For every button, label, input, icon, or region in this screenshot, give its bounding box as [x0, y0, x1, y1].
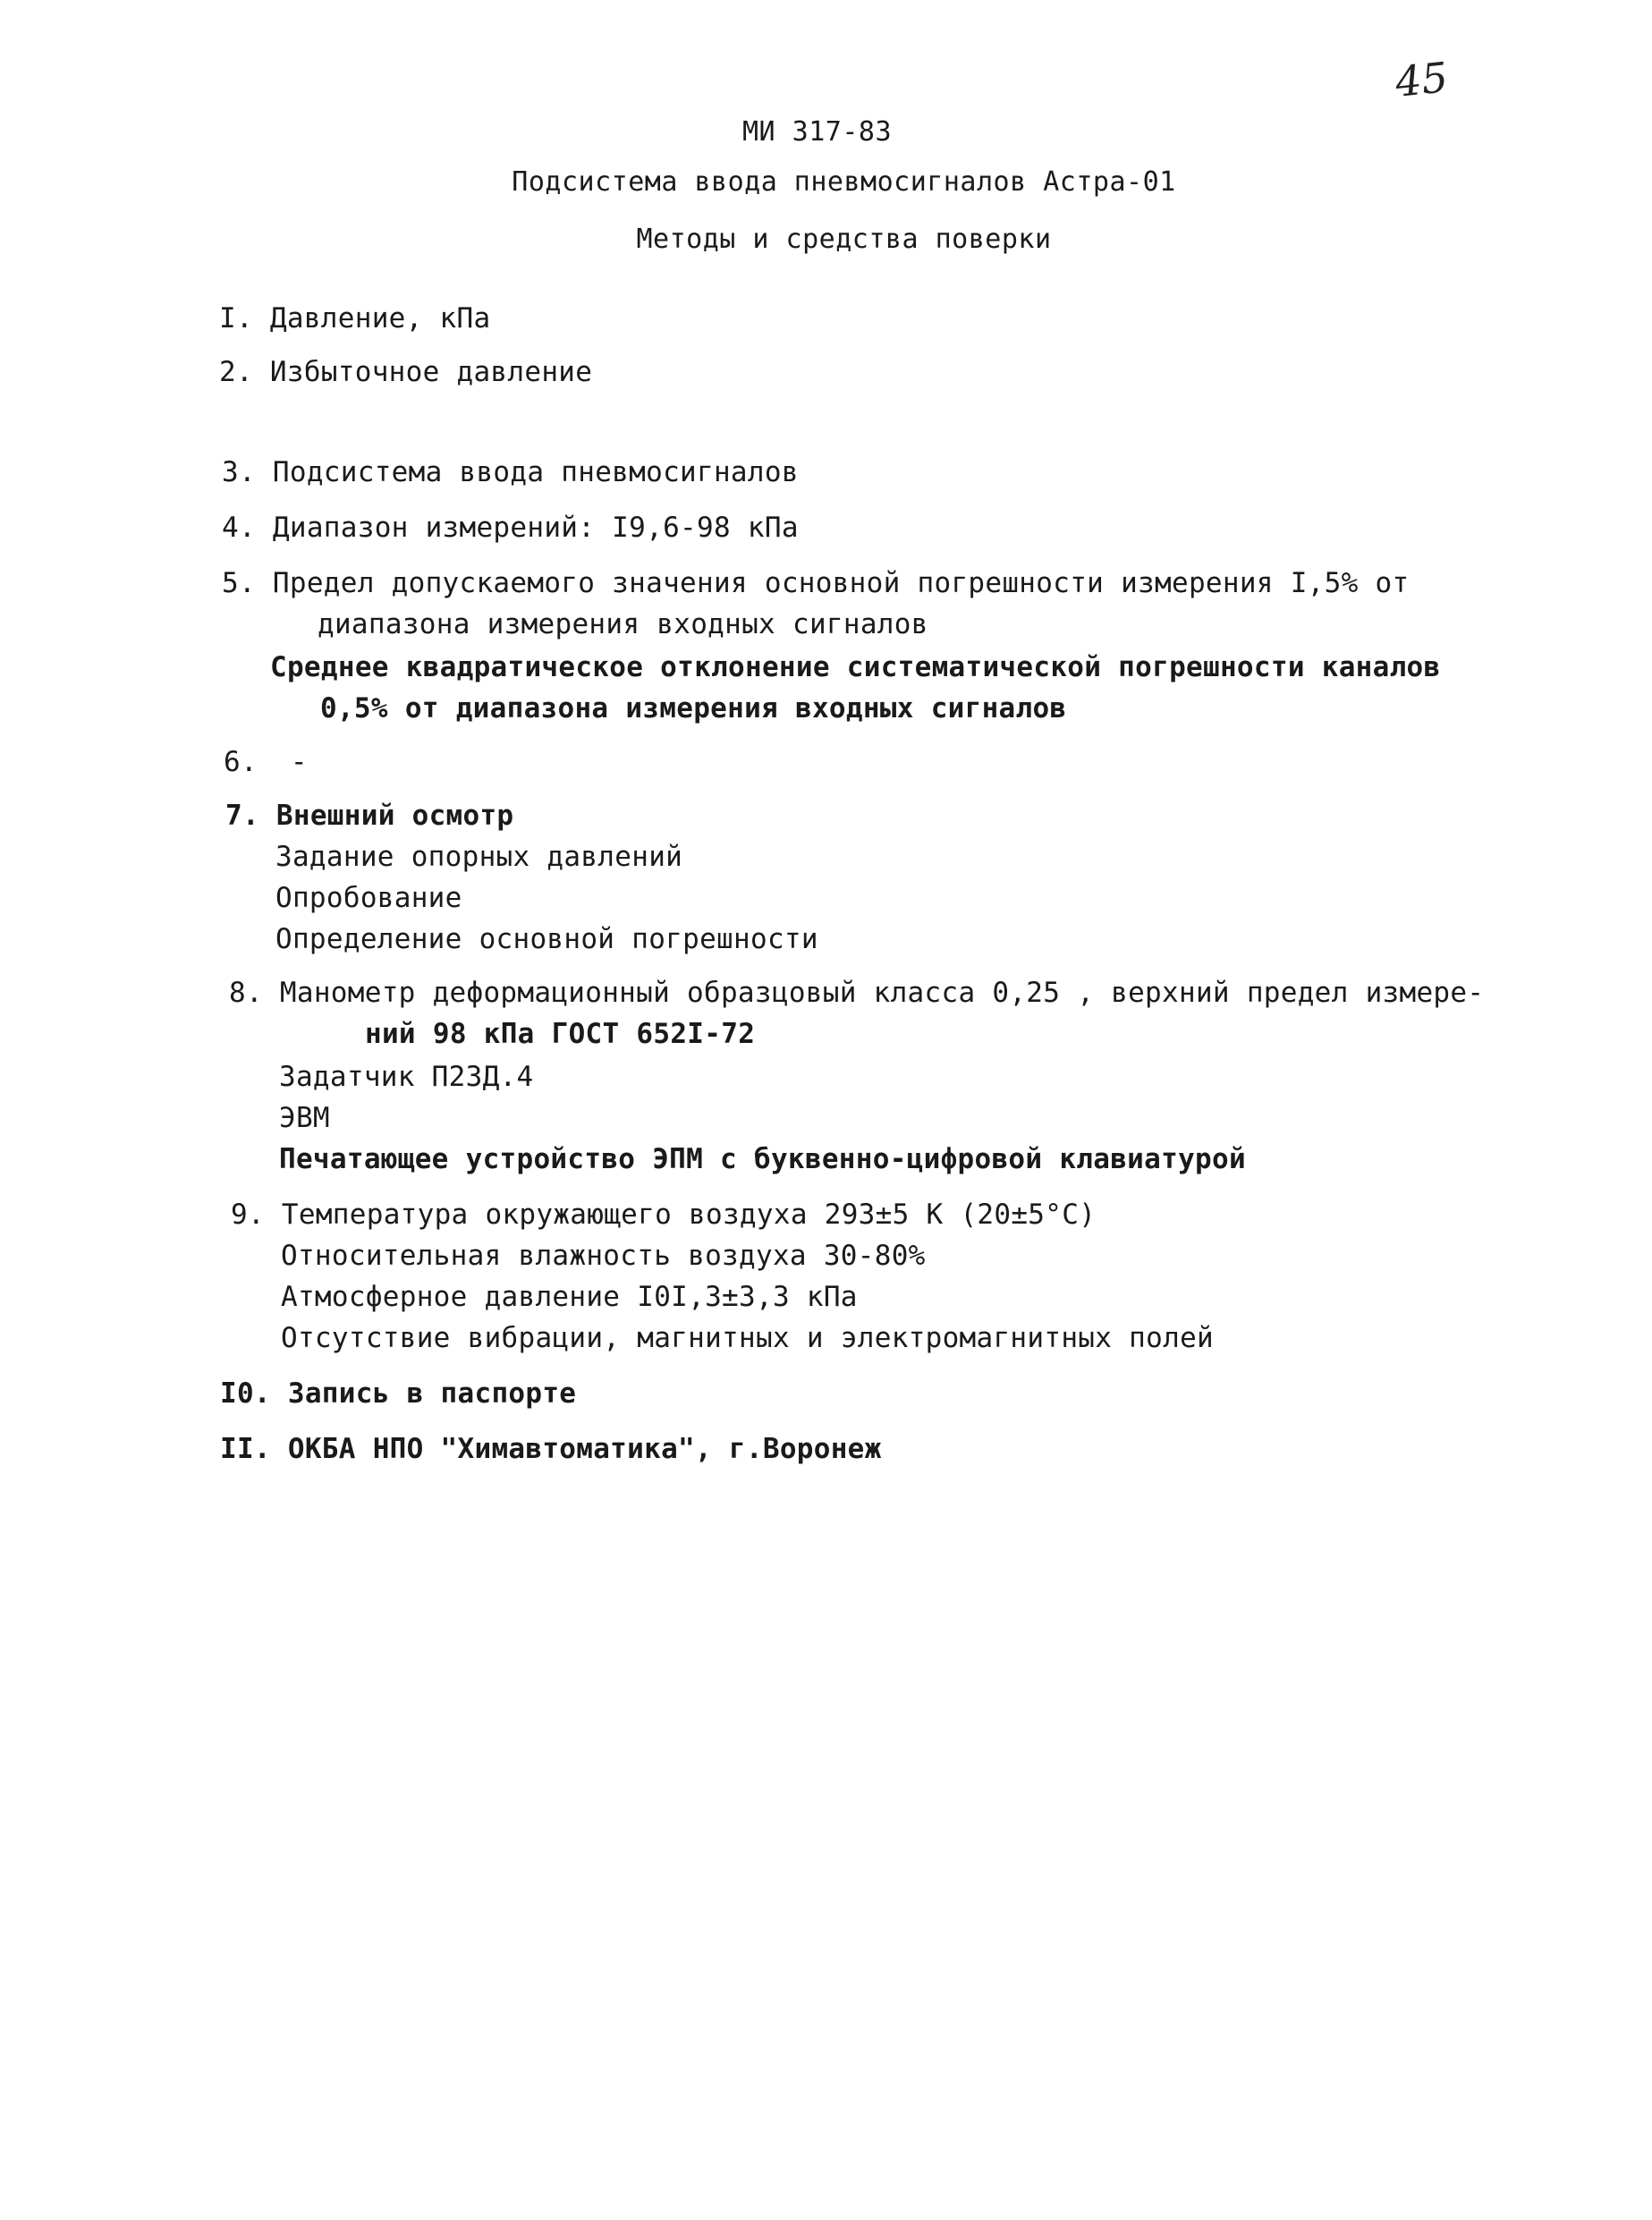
- item-6-text: -: [290, 746, 308, 778]
- item-9-line-3: Атмосферное давление I0I,3±3,3 кПа: [281, 1281, 858, 1313]
- item-11-number: II.: [220, 1433, 271, 1465]
- item-9-text: Температура окружающего воздуха 293±5 К (20±5°С): [281, 1199, 1097, 1231]
- item-8: [229, 977, 1484, 1009]
- item-8-continuation: ний 98 кПа ГОСТ 652I-72: [365, 1018, 756, 1050]
- item-5-continuation-1: диапазона измерения входных сигналов: [318, 608, 928, 640]
- item-6: [224, 746, 308, 778]
- item-3-text: Подсистема ввода пневмосигналов: [272, 456, 799, 488]
- item-4-number: 4.: [222, 512, 256, 544]
- item-5: [222, 567, 1409, 599]
- item-3: [222, 456, 799, 488]
- document-code: МИ 317-83: [741, 116, 893, 148]
- item-10-text: Запись в паспорте: [287, 1377, 577, 1410]
- item-5-text: Предел допускаемого значения основной погрешности измерения I,5% от: [272, 567, 1410, 599]
- document-subtitle: Методы и средства поверки: [636, 224, 1052, 255]
- item-7-line-4: Определение основной погрешности: [275, 923, 818, 955]
- item-5-line-2: Среднее квадратическое отклонение систематической погрешности каналов: [270, 651, 1441, 683]
- item-1: [219, 302, 490, 335]
- item-8-line-2: Задатчик П23Д.4: [279, 1061, 534, 1093]
- item-2: [219, 356, 592, 388]
- item-10: [220, 1377, 576, 1410]
- item-7-line-2: Задание опорных давлений: [275, 841, 683, 873]
- item-7-number: 7.: [225, 800, 259, 832]
- item-2-number: 2.: [219, 356, 253, 388]
- item-9-line-4: Отсутствие вибрации, магнитных и электромагнитных полей: [281, 1322, 1214, 1354]
- item-4-text: Диапазон измерений: I9,6-98 кПа: [272, 512, 799, 544]
- item-8-line-4: Печатающее устройство ЭПМ с буквенно-цифровой клавиатурой: [279, 1143, 1246, 1175]
- item-7-text: Внешний осмотр: [275, 800, 514, 832]
- item-9: [231, 1199, 1096, 1231]
- item-11: [220, 1433, 882, 1465]
- item-8-line-3: ЭВМ: [279, 1102, 330, 1134]
- item-2-text: Избыточное давление: [269, 356, 593, 388]
- item-1-number: I.: [219, 302, 253, 335]
- item-3-number: 3.: [222, 456, 256, 488]
- item-4: [222, 512, 799, 544]
- item-7: [225, 800, 513, 832]
- item-5-continuation-2: 0,5% от диапазона измерения входных сигналов: [320, 692, 1067, 724]
- document-title: Подсистема ввода пневмосигналов Астра-01: [512, 166, 1176, 198]
- item-1-text: Давление, кПа: [269, 302, 491, 335]
- item-9-number: 9.: [231, 1199, 265, 1231]
- item-5-number: 5.: [222, 567, 256, 599]
- page-number: 45: [1393, 53, 1451, 106]
- item-10-number: I0.: [220, 1377, 271, 1410]
- item-11-text: ОКБА НПО "Химавтоматика", г.Воронеж: [287, 1433, 882, 1465]
- item-7-line-3: Опробование: [275, 882, 462, 914]
- item-8-number: 8.: [229, 977, 263, 1009]
- item-9-line-2: Относительная влажность воздуха 30-80%: [281, 1240, 926, 1272]
- item-8-text: Манометр деформационный образцовый класса 0,25 , верхний предел измере-: [279, 977, 1485, 1009]
- item-6-number: 6.: [224, 746, 258, 778]
